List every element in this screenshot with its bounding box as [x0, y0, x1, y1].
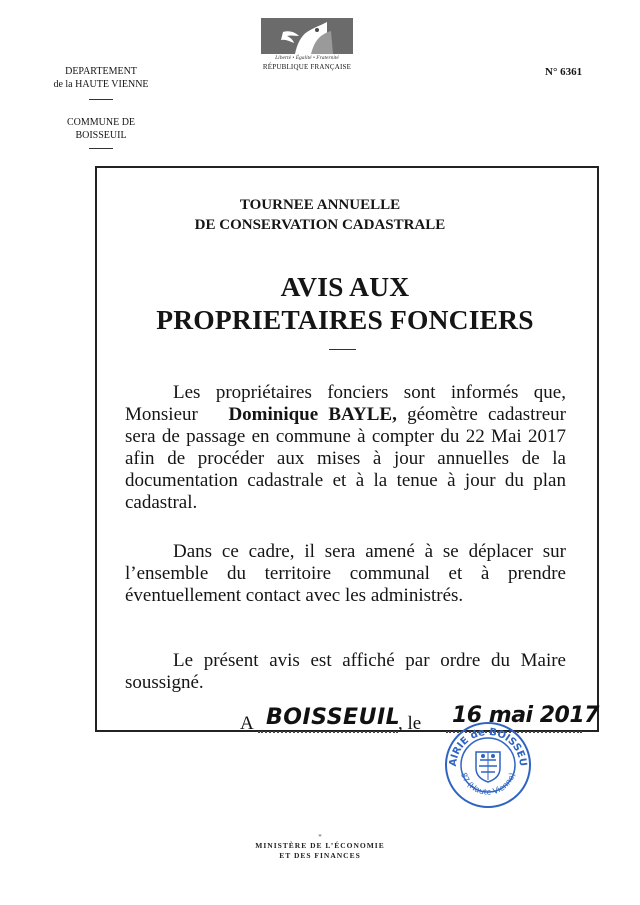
- commune-block: [40, 116, 162, 149]
- paragraph-3: [125, 650, 566, 694]
- republique-francaise-logo: [258, 18, 356, 78]
- department-line-2: de la HAUTE VIENNE: [53, 79, 149, 90]
- paragraph-1-intro: Les propriétaires fonciers sont informés que, Monsieur: [125, 382, 566, 425]
- logo-motto: Liberté • Égalité • Fraternité: [275, 55, 339, 61]
- separator-dash: [89, 148, 113, 149]
- mairie-stamp: [443, 720, 533, 810]
- document-number: N° 6361: [545, 66, 583, 78]
- footer-mark: *: [318, 833, 322, 841]
- place-dotted-line: [258, 731, 398, 733]
- title-line-1: AVIS AUX: [280, 271, 410, 302]
- coat-of-arms-icon: [476, 752, 500, 782]
- notice-subtitle: [0, 195, 640, 235]
- footer-line-1: MINISTÈRE DE L’ÉCONOMIE: [255, 841, 385, 850]
- subtitle-line-2: DE CONSERVATION CADASTRALE: [194, 217, 446, 233]
- stamp-top-text: AIRIE de BOISSEU: [447, 726, 529, 768]
- commune-line-2: BOISSEUIL: [75, 130, 127, 141]
- notice-title: [0, 270, 640, 336]
- separator-dash: [89, 99, 113, 100]
- paragraph-2-text: Dans ce cadre, il sera amené à se déplacer sur l’ensemble du territoire communal et à prendre éventuellement contact avec les administrés.: [125, 541, 566, 606]
- paragraph-1-rest: géomètre cadastreur sera de passage en commune à compter du 22 Mai 2017 afin de procéder aux mises à jour annuelles de la documentation cadastrale et à la tenue à jour du plan cadastral.: [125, 404, 567, 513]
- paragraph-2: [125, 541, 566, 607]
- commune-line-1: COMMUNE DE: [66, 117, 136, 128]
- subtitle-line-1: TOURNEE ANNUELLE: [239, 197, 401, 213]
- place-date-line: [240, 703, 599, 737]
- logo-republic-label: RÉPUBLIQUE FRANÇAISE: [262, 63, 352, 71]
- footer-line-2: ET DES FINANCES: [279, 851, 361, 860]
- title-separator: [329, 349, 356, 350]
- paragraph-1: [125, 382, 566, 514]
- ministry-footer: [0, 833, 640, 861]
- marianne-icon: [261, 18, 353, 54]
- title-line-2: PROPRIETAIRES FONCIERS: [156, 304, 534, 335]
- surveyor-name: Dominique BAYLE,: [228, 404, 397, 425]
- handwritten-place: BOISSEUIL: [266, 705, 401, 730]
- department-line-1: DEPARTEMENT: [65, 66, 137, 77]
- date-prefix: , le: [398, 713, 422, 734]
- stamp-bottom-text: 87 (Haute-Vienne): [458, 771, 518, 797]
- paragraph-3-text: Le présent avis est affiché par ordre du Maire soussigné.: [125, 650, 566, 693]
- handwritten-date: 16 mai 2017: [452, 703, 599, 728]
- department-block: [40, 65, 162, 110]
- place-prefix: A: [240, 713, 254, 734]
